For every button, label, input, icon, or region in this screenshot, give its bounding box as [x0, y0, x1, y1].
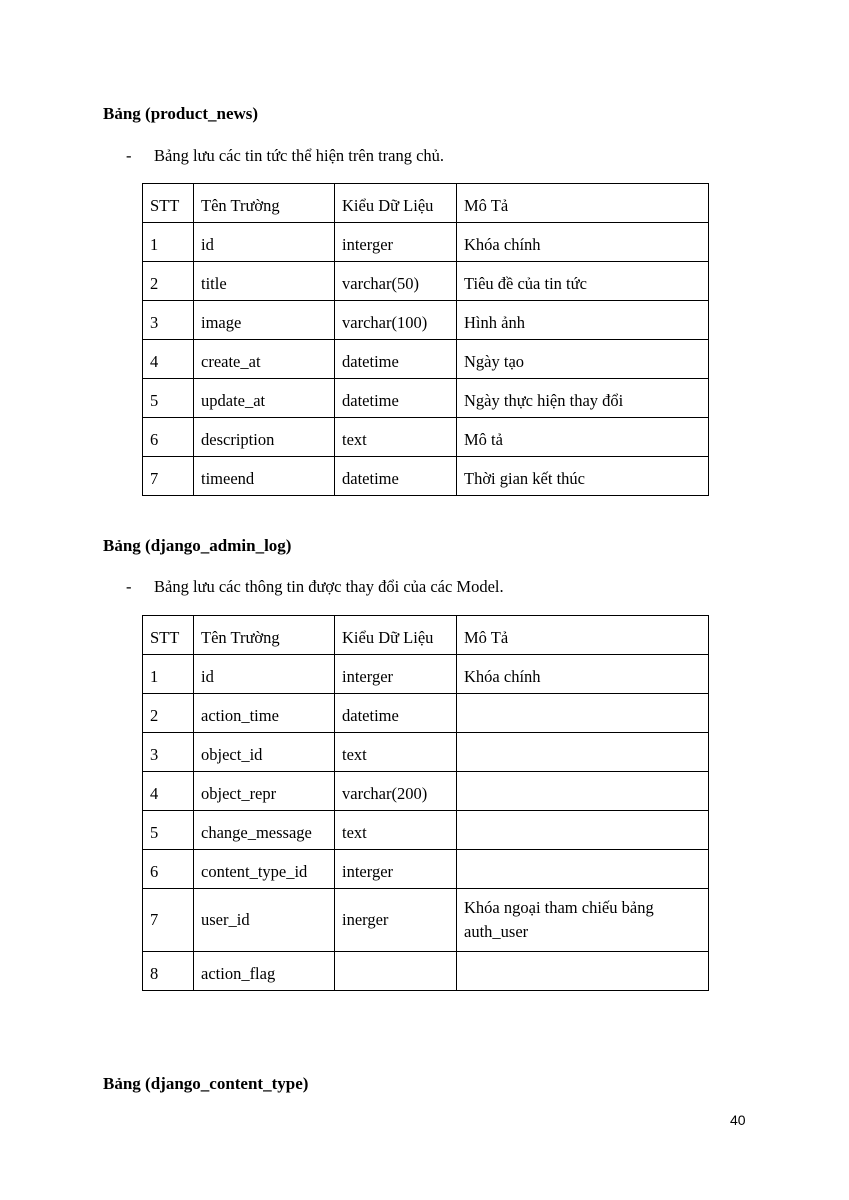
- table-cell: update_at: [194, 379, 335, 418]
- table-cell: varchar(50): [335, 262, 457, 301]
- table-cell: 6: [143, 850, 194, 889]
- table-cell: datetime: [335, 457, 457, 496]
- table-cell: 3: [143, 301, 194, 340]
- table-row: [143, 223, 709, 262]
- table-cell: inerger: [335, 889, 457, 952]
- table-cell: [335, 952, 457, 991]
- table-cell: [457, 850, 709, 889]
- table-row: [143, 655, 709, 694]
- header-cell: Mô Tả: [457, 616, 709, 655]
- table-row: [143, 811, 709, 850]
- table-cell: action_flag: [194, 952, 335, 991]
- table-cell: datetime: [335, 379, 457, 418]
- table-cell: [457, 733, 709, 772]
- table-cell: [457, 772, 709, 811]
- table-cell: datetime: [335, 694, 457, 733]
- table-cell: image: [194, 301, 335, 340]
- table-cell: timeend: [194, 457, 335, 496]
- table-row: [143, 772, 709, 811]
- table-cell: user_id: [194, 889, 335, 952]
- section-heading-django-content-type: Bảng (django_content_type): [103, 1074, 309, 1093]
- table-cell: action_time: [194, 694, 335, 733]
- table-cell: interger: [335, 223, 457, 262]
- table-cell: 2: [143, 262, 194, 301]
- table-cell: Ngày thực hiện thay đổi: [457, 379, 709, 418]
- table-cell: datetime: [335, 340, 457, 379]
- table-cell: text: [335, 418, 457, 457]
- table-cell: Khóa chính: [457, 223, 709, 262]
- bullet-text: Bảng lưu các thông tin được thay đổi của các Model.: [154, 577, 504, 596]
- table-cell: object_repr: [194, 772, 335, 811]
- table-cell: id: [194, 655, 335, 694]
- table-row: [143, 850, 709, 889]
- table-cell: Khóa ngoại tham chiếu bảng auth_user: [457, 889, 709, 952]
- django-admin-log-table: [142, 615, 709, 991]
- table-cell: varchar(100): [335, 301, 457, 340]
- bullet-dash: -: [126, 577, 132, 596]
- table-cell: content_type_id: [194, 850, 335, 889]
- table-cell: text: [335, 733, 457, 772]
- table-cell: Mô tả: [457, 418, 709, 457]
- table-cell: 1: [143, 223, 194, 262]
- table-cell: interger: [335, 850, 457, 889]
- section-description-django-admin-log: [126, 577, 504, 597]
- header-cell: Mô Tả: [457, 184, 709, 223]
- header-cell: Tên Trường: [194, 184, 335, 223]
- header-cell: Kiểu Dữ Liệu: [335, 616, 457, 655]
- table-cell: 4: [143, 340, 194, 379]
- table-cell: create_at: [194, 340, 335, 379]
- table-row: [143, 262, 709, 301]
- table-cell: Ngày tạo: [457, 340, 709, 379]
- table-cell: title: [194, 262, 335, 301]
- table-cell: Tiêu đề của tin tức: [457, 262, 709, 301]
- table-row: [143, 952, 709, 991]
- table-row: [143, 418, 709, 457]
- table-cell: Thời gian kết thúc: [457, 457, 709, 496]
- bullet-text: Bảng lưu các tin tức thể hiện trên trang chủ.: [154, 146, 445, 165]
- table-row: [143, 301, 709, 340]
- table-cell: text: [335, 811, 457, 850]
- section-heading-django-admin-log: Bảng (django_admin_log): [103, 536, 292, 555]
- table-cell: Hình ảnh: [457, 301, 709, 340]
- table-row: [143, 889, 709, 952]
- table-cell: 8: [143, 952, 194, 991]
- table-cell: [457, 811, 709, 850]
- table-cell: object_id: [194, 733, 335, 772]
- table-cell: 6: [143, 418, 194, 457]
- header-cell: STT: [143, 184, 194, 223]
- product-news-table: [142, 183, 709, 496]
- table-cell: 4: [143, 772, 194, 811]
- table-cell: varchar(200): [335, 772, 457, 811]
- bullet-dash: -: [126, 146, 132, 165]
- header-cell: Kiểu Dữ Liệu: [335, 184, 457, 223]
- header-cell: Tên Trường: [194, 616, 335, 655]
- table-cell: Khóa chính: [457, 655, 709, 694]
- table-cell: id: [194, 223, 335, 262]
- table-cell: change_message: [194, 811, 335, 850]
- table-cell: [457, 694, 709, 733]
- page-number: 40: [730, 1112, 746, 1128]
- header-cell: STT: [143, 616, 194, 655]
- table-row: [143, 457, 709, 496]
- table-cell: interger: [335, 655, 457, 694]
- table-row: [143, 733, 709, 772]
- section-description-product-news: [126, 146, 444, 166]
- table-row: [143, 379, 709, 418]
- table-cell: 1: [143, 655, 194, 694]
- table-cell: 2: [143, 694, 194, 733]
- table-cell: 5: [143, 379, 194, 418]
- table-cell: description: [194, 418, 335, 457]
- table-cell: 7: [143, 457, 194, 496]
- table-cell: [457, 952, 709, 991]
- table-row: [143, 340, 709, 379]
- table-cell: 7: [143, 889, 194, 952]
- section-heading-product-news: Bảng (product_news): [103, 104, 259, 123]
- table-header-row: [143, 616, 709, 655]
- table-header-row: [143, 184, 709, 223]
- table-cell: 3: [143, 733, 194, 772]
- table-row: [143, 694, 709, 733]
- table-cell: 5: [143, 811, 194, 850]
